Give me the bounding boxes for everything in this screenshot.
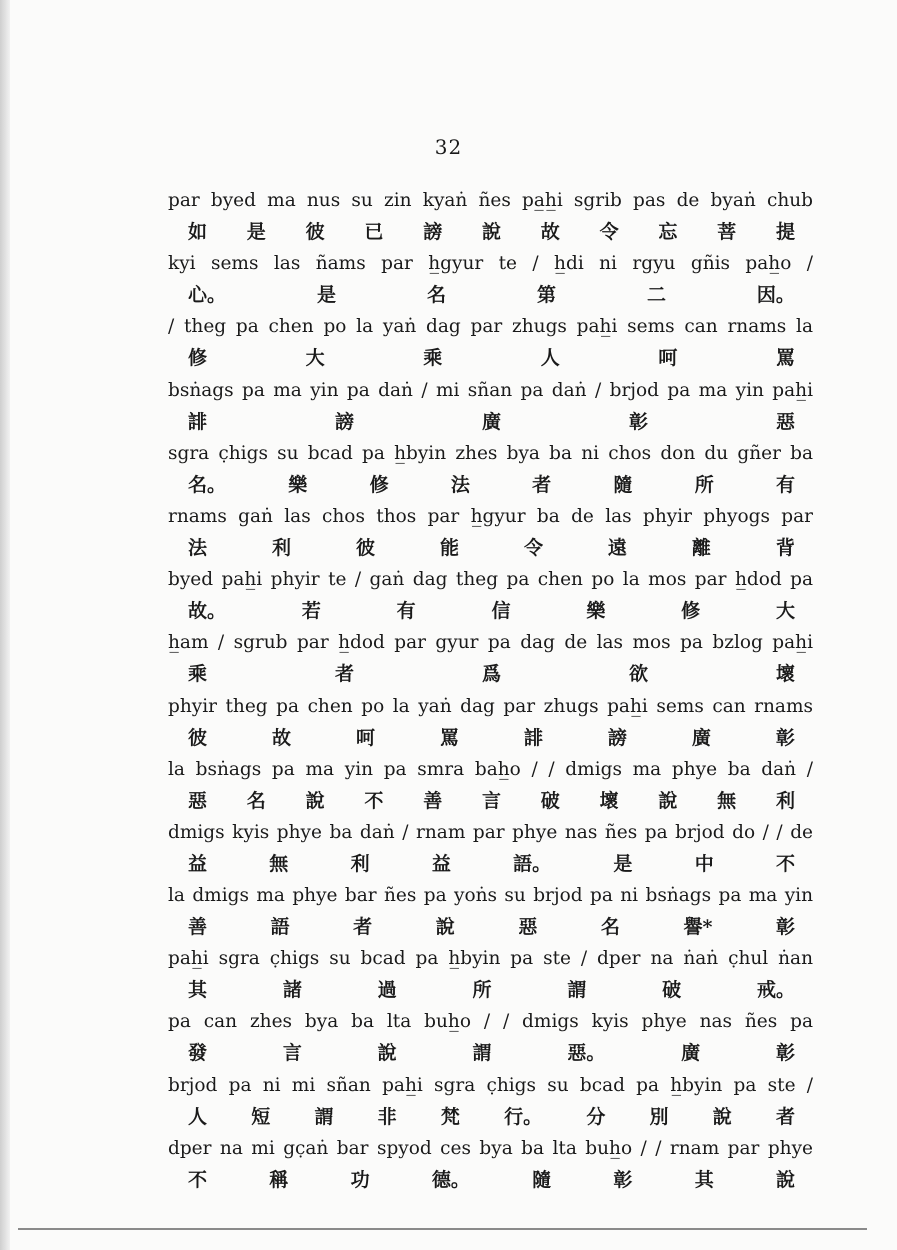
chinese-character: 廣: [681, 1042, 701, 1065]
chinese-character: 故: [540, 221, 560, 243]
tibetan-transliteration-line: h̲am / sgrub par h̲dod par gyur pa dag de las mos pa bzlog pah̲i: [168, 632, 813, 654]
chinese-character: 修: [369, 473, 389, 496]
chinese-character: 故: [271, 726, 291, 749]
chinese-character: 短: [251, 1105, 271, 1128]
chinese-character: 心。: [188, 284, 227, 307]
chinese-character: 令: [523, 536, 543, 559]
chinese-character: 破: [662, 979, 682, 1002]
chinese-character: 語: [270, 916, 290, 939]
chinese-character: 無: [269, 852, 289, 875]
line-pair: [168, 186, 813, 249]
chinese-character: 其: [188, 979, 208, 1002]
chinese-character: 過: [377, 979, 397, 1002]
chinese-character: 菩: [717, 221, 737, 243]
chinese-character: 善: [188, 916, 208, 939]
chinese-character: 行。: [504, 1105, 543, 1128]
chinese-character: 欲: [628, 663, 648, 686]
chinese-character: 惡: [188, 789, 208, 812]
chinese-character: 不: [364, 789, 384, 812]
tibetan-transliteration-line: pa can zhes bya ba lta buh̲o / / dmigs kyis phye nas ñes pa: [168, 1011, 813, 1033]
chinese-character: 令: [599, 221, 619, 243]
chinese-character: 益: [431, 852, 451, 875]
tibetan-transliteration-line: byed pah̲i phyir te / gaṅ dag theg pa chen po la mos par h̲dod pa: [168, 569, 813, 591]
chinese-character: 說: [658, 789, 678, 812]
chinese-character: 人: [540, 347, 560, 370]
chinese-character: 廣: [481, 410, 501, 433]
chinese-character: 彰: [613, 1168, 633, 1191]
line-pair: [168, 565, 813, 628]
tibetan-transliteration-line: kyi sems las ñams par h̲gyur te / h̲di ni rgyu gñis pah̲o /: [168, 253, 813, 275]
chinese-character: 法: [450, 473, 470, 496]
chinese-character: 謂: [314, 1105, 334, 1128]
chinese-character: 梵: [440, 1105, 460, 1128]
chinese-character: 遠: [607, 536, 627, 559]
chinese-character: 所: [694, 473, 714, 496]
chinese-character: 戒。: [756, 979, 795, 1002]
tibetan-transliteration-line: la bsṅags pa ma yin pa smra bah̲o / / dmigs ma phye ba daṅ /: [168, 758, 813, 780]
line-pair: [168, 818, 813, 881]
chinese-character: 隨: [613, 473, 633, 496]
chinese-character: 壞: [775, 663, 795, 686]
chinese-character: 謂: [472, 1042, 492, 1065]
chinese-text-line: [168, 722, 813, 754]
chinese-character: 樂: [586, 600, 606, 623]
line-pair: [168, 628, 813, 691]
tibetan-transliteration-line: la dmigs ma phye bar ñes pa yoṅs su brjod pa ni bsṅags pa ma yin: [168, 885, 813, 907]
chinese-character: 隨: [532, 1168, 552, 1191]
chinese-character: 名: [426, 284, 446, 307]
tibetan-transliteration-line: pah̲i sgra c̣higs su bcad pa h̲byin pa ste / dper na ṅaṅ c̣hul ṅan: [168, 948, 813, 970]
line-pair: [168, 881, 813, 944]
chinese-text-line: [168, 974, 813, 1006]
chinese-character: 者: [532, 473, 552, 496]
chinese-character: 說: [435, 916, 455, 939]
chinese-character: 名: [246, 789, 266, 812]
chinese-character: 乘: [423, 347, 443, 370]
chinese-character: 說: [377, 1042, 397, 1065]
chinese-character: 謗: [334, 410, 354, 433]
line-pair: [168, 1007, 813, 1070]
chinese-character: 誹: [188, 410, 208, 433]
line-pair: [168, 755, 813, 818]
chinese-text-line: [168, 595, 813, 627]
chinese-character: 樂: [288, 473, 308, 496]
chinese-character: 廣: [691, 726, 711, 749]
chinese-character: 大: [775, 600, 795, 623]
chinese-character: 離: [691, 536, 711, 559]
chinese-character: 別: [649, 1105, 669, 1128]
chinese-character: 益: [188, 852, 208, 875]
chinese-character: 大: [305, 347, 325, 370]
chinese-character: 謂: [567, 979, 587, 1002]
page-number: 32: [434, 135, 463, 159]
line-pair: [168, 1134, 813, 1197]
tibetan-transliteration-line: sgra c̣higs su bcad pa h̲byin zhes bya ba ni chos don du gñer ba: [168, 442, 813, 464]
line-pair: [168, 376, 813, 439]
chinese-character: 利: [350, 852, 370, 875]
chinese-character: 利: [775, 789, 795, 812]
chinese-character: 功: [350, 1168, 370, 1191]
chinese-character: 人: [188, 1105, 208, 1128]
chinese-character: 修: [681, 600, 701, 623]
chinese-character: 言: [481, 789, 501, 812]
chinese-character: 有: [396, 600, 416, 623]
chinese-character: 德。: [431, 1168, 470, 1191]
chinese-character: 者: [353, 916, 373, 939]
chinese-character: 二: [646, 284, 666, 307]
chinese-character: 彰: [775, 1042, 795, 1065]
chinese-text-line: [168, 279, 813, 311]
chinese-character: 破: [540, 789, 560, 812]
chinese-text-line: [168, 785, 813, 817]
chinese-character: 譽*: [683, 916, 713, 939]
chinese-character: 惡。: [567, 1042, 606, 1065]
chinese-character: 是: [246, 221, 266, 243]
chinese-character: 中: [694, 852, 714, 875]
chinese-text-line: [168, 1037, 813, 1069]
chinese-text-line: [168, 658, 813, 690]
chinese-character: 已: [364, 221, 384, 243]
chinese-text-line: [168, 342, 813, 374]
line-pair: [168, 439, 813, 502]
chinese-character: 惡: [775, 410, 795, 433]
chinese-character: 者: [334, 663, 354, 686]
chinese-character: 背: [775, 536, 795, 559]
chinese-character: 非: [377, 1105, 397, 1128]
page-edge-shadow: [0, 0, 10, 1250]
chinese-character: 說: [712, 1105, 732, 1128]
chinese-character: 發: [188, 1042, 208, 1065]
chinese-character: 有: [775, 473, 795, 496]
chinese-text-line: [168, 532, 813, 564]
chinese-character: 若: [301, 600, 321, 623]
line-pair: [168, 944, 813, 1007]
chinese-character: 能: [439, 536, 459, 559]
chinese-character: 說: [305, 789, 325, 812]
chinese-character: 信: [491, 600, 511, 623]
chinese-character: 名。: [188, 473, 227, 496]
chinese-character: 壞: [599, 789, 619, 812]
line-pair: [168, 502, 813, 565]
chinese-character: 說: [481, 221, 501, 243]
chinese-character: 言: [282, 1042, 302, 1065]
chinese-character: 呵: [658, 347, 678, 370]
tibetan-transliteration-line: brjod pa ni mi sñan pah̲i sgra c̣higs su bcad pa h̲byin pa ste /: [168, 1074, 813, 1096]
chinese-character: 爲: [481, 663, 501, 686]
chinese-character: 謗: [607, 726, 627, 749]
line-pair: [168, 1071, 813, 1134]
chinese-character: 因。: [756, 284, 795, 307]
chinese-character: 說: [775, 1168, 795, 1191]
chinese-character: 第: [536, 284, 556, 307]
line-pair: [168, 692, 813, 755]
chinese-character: 罵: [775, 347, 795, 370]
chinese-character: 其: [694, 1168, 714, 1191]
chinese-character: 分: [586, 1105, 606, 1128]
chinese-character: 忘: [658, 221, 678, 243]
chinese-character: 無: [717, 789, 737, 812]
tibetan-transliteration-line: bsṅags pa ma yin pa daṅ / mi sñan pa daṅ / brjod pa ma yin pah̲i: [168, 379, 813, 401]
chinese-character: 彰: [628, 410, 648, 433]
chinese-character: 善: [423, 789, 443, 812]
chinese-character: 如: [188, 221, 208, 243]
chinese-text-line: [168, 216, 813, 248]
chinese-character: 謗: [423, 221, 443, 243]
chinese-character: 彼: [355, 536, 375, 559]
chinese-character: 彼: [188, 726, 208, 749]
tibetan-transliteration-line: par byed ma nus su zin kyaṅ ñes pa̲h̲i sgrib pas de byaṅ chub: [168, 190, 813, 211]
chinese-character: 不: [775, 852, 795, 875]
chinese-character: 是: [613, 852, 633, 875]
line-pair: [168, 249, 813, 312]
chinese-text-line: [168, 406, 813, 438]
tibetan-transliteration-line: rnams gaṅ las chos thos par h̲gyur ba de las phyir phyogs par: [168, 505, 813, 527]
bilingual-text-block: [168, 186, 813, 1197]
chinese-text-line: [168, 911, 813, 943]
chinese-character: 故。: [188, 600, 227, 623]
chinese-character: 利: [271, 536, 291, 559]
chinese-character: 提: [775, 221, 795, 243]
chinese-character: 不: [188, 1168, 208, 1191]
tibetan-transliteration-line: phyir theg pa chen po la yaṅ dag par zhugs pah̲i sems can rnams: [168, 695, 813, 717]
chinese-character: 者: [775, 1105, 795, 1128]
chinese-character: 惡: [518, 916, 538, 939]
chinese-character: 誹: [523, 726, 543, 749]
chinese-text-line: [168, 848, 813, 880]
line-pair: [168, 312, 813, 375]
chinese-character: 所: [472, 979, 492, 1002]
chinese-text-line: [168, 1164, 813, 1196]
tibetan-transliteration-line: dmigs kyis phye ba daṅ / rnam par phye nas ñes pa brjod do / / de: [168, 821, 813, 843]
bottom-rule: [18, 1228, 867, 1230]
tibetan-transliteration-line: dper na mi gc̣aṅ bar spyod ces bya ba lta buh̲o / / rnam par phye: [168, 1137, 813, 1159]
chinese-character: 是: [316, 284, 336, 307]
chinese-character: 罵: [439, 726, 459, 749]
chinese-character: 法: [188, 536, 208, 559]
chinese-character: 諸: [282, 979, 302, 1002]
chinese-character: 稱: [269, 1168, 289, 1191]
chinese-character: 乘: [188, 663, 208, 686]
chinese-character: 彰: [775, 916, 795, 939]
tibetan-transliteration-line: / theg pa chen po la yaṅ dag par zhugs pah̲i sems can rnams la: [168, 316, 813, 338]
chinese-character: 名: [600, 916, 620, 939]
chinese-character: 呵: [355, 726, 375, 749]
chinese-text-line: [168, 1101, 813, 1133]
chinese-character: 彰: [775, 726, 795, 749]
chinese-text-line: [168, 469, 813, 501]
chinese-character: 語。: [513, 852, 552, 875]
chinese-character: 彼: [305, 221, 325, 243]
chinese-character: 修: [188, 347, 208, 370]
